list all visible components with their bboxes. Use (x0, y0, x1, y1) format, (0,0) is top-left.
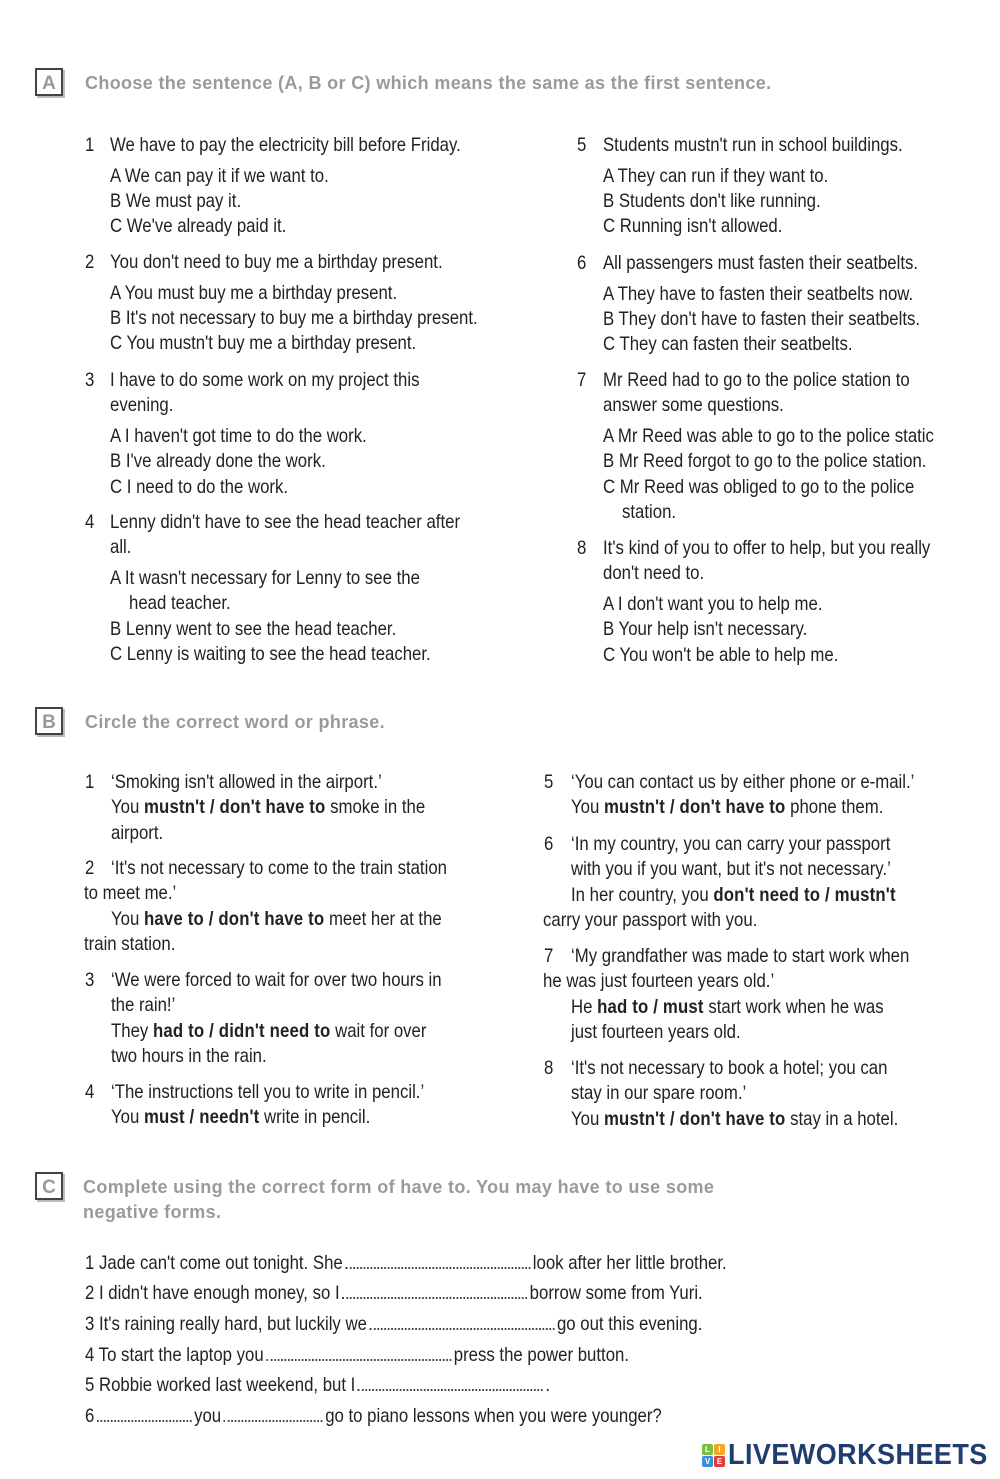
question-text: all. (110, 536, 132, 559)
answer-blank-input[interactable] (345, 1253, 530, 1269)
answer-choices[interactable]: don't need to / mustn't (713, 883, 896, 906)
text-segment: 1 Jade can't come out tonight. She (85, 1252, 343, 1274)
text-segment: In her country, you (571, 883, 714, 906)
text-segment: ‘Smoking isn't allowed in the airport.’ (111, 771, 382, 793)
text-segment: go to piano lessons when you were younger? (325, 1405, 662, 1427)
text-segment: stay in our spare room.’ (571, 1082, 747, 1105)
question-text (571, 832, 890, 856)
section-instruction: negative forms. (83, 1202, 222, 1222)
text-segment: 2 I didn't have enough money, so I (85, 1282, 340, 1304)
text-segment: start work when he was (703, 995, 884, 1018)
logo-tile: I (714, 1444, 725, 1455)
answer-option[interactable]: B Your help isn't necessary. (603, 618, 808, 641)
question-text (111, 1019, 426, 1043)
answer-option[interactable]: B They don't have to fasten their seatbelts. (603, 308, 921, 331)
answer-option[interactable]: A I haven't got time to do the work. (110, 425, 367, 448)
question-text: answer some questions. (603, 394, 784, 417)
section-instruction: Circle the correct word or phrase. (85, 712, 385, 732)
question-text (571, 1107, 898, 1131)
question-text: Mr Reed had to go to the police station to (603, 369, 910, 391)
answer-option[interactable]: C I need to do the work. (110, 475, 289, 498)
answer-option[interactable]: B Mr Reed forgot to go to the police station. (603, 450, 927, 473)
text-segment: the rain!’ (111, 994, 176, 1017)
text-segment: phone them. (785, 796, 884, 819)
answer-option[interactable]: head teacher. (129, 592, 231, 615)
text-segment: ‘It's not necessary to book a hotel; you can (571, 1057, 888, 1079)
question-text (111, 770, 382, 794)
completion-item (85, 1251, 727, 1275)
question-number: 3 (85, 969, 95, 991)
answer-option[interactable]: A I don't want you to help me. (603, 593, 823, 616)
answer-blank-input[interactable] (342, 1283, 527, 1299)
completion-item (85, 1312, 702, 1336)
answer-option[interactable]: B Students don't like running. (603, 190, 821, 213)
text-segment: train station. (84, 932, 176, 955)
answer-option[interactable]: A Mr Reed was able to go to the police static (603, 425, 934, 448)
question-text: Lenny didn't have to see the head teacher after (110, 511, 461, 533)
question-text (571, 1081, 746, 1105)
text-segment: You (571, 1107, 604, 1130)
answer-blank-input[interactable] (97, 1406, 192, 1422)
answer-option[interactable]: A They can run if they want to. (603, 164, 829, 187)
section-instruction: Complete using the correct form of have to. You may have to use some (83, 1177, 715, 1197)
question-text: It's kind of you to offer to help, but you really (603, 537, 931, 559)
text-segment: meet her at the (324, 907, 442, 930)
question-text: don't need to. (603, 562, 705, 585)
logo-tile: L (702, 1444, 713, 1455)
text-segment: go out this evening. (556, 1313, 703, 1335)
question-text (571, 795, 883, 819)
question-text: All passengers must fasten their seatbelts. (603, 252, 919, 274)
question-text (111, 968, 442, 992)
answer-choices[interactable]: have to / don't have to (143, 907, 325, 930)
question-number: 4 (85, 1081, 95, 1103)
answer-option[interactable]: C Mr Reed was obliged to go to the police (603, 475, 915, 498)
question-text (543, 969, 774, 993)
question-text (111, 821, 163, 845)
logo-text: LIVEWORKSHEETS (728, 1438, 988, 1471)
question-text (111, 1044, 267, 1068)
answer-option[interactable]: A It wasn't necessary for Lenny to see the (110, 567, 420, 590)
logo-tiles-icon (702, 1444, 725, 1467)
question-text (111, 795, 425, 819)
answer-blank-input[interactable] (369, 1314, 554, 1330)
question-text (111, 993, 175, 1017)
text-segment: You (111, 907, 144, 930)
question-text (571, 857, 891, 881)
question-text: Students mustn't run in school buildings. (603, 134, 903, 156)
answer-option[interactable]: B It's not necessary to buy me a birthday present. (110, 307, 478, 330)
question-number: 5 (577, 134, 587, 156)
text-segment: two hours in the rain. (111, 1044, 267, 1067)
question-number: 3 (85, 369, 95, 391)
answer-blank-input[interactable] (224, 1406, 323, 1422)
question-text (111, 856, 447, 880)
question-text (571, 883, 896, 907)
text-segment: You (111, 796, 144, 819)
text-segment: ‘We were forced to wait for over two hours in (111, 969, 442, 991)
text-segment: ‘The instructions tell you to write in pencil.’ (111, 1081, 425, 1103)
answer-option[interactable]: A You must buy me a birthday present. (110, 281, 398, 304)
text-segment: 5 Robbie worked last weekend, but I (85, 1374, 356, 1396)
text-segment: you (194, 1405, 222, 1427)
answer-option[interactable]: B Lenny went to see the head teacher. (110, 617, 397, 640)
logo-tile: E (714, 1456, 725, 1467)
text-segment: stay in a hotel. (785, 1107, 899, 1130)
question-text (571, 770, 914, 794)
text-segment: 3 It's raining really hard, but luckily we (85, 1313, 367, 1335)
text-segment: airport. (111, 821, 164, 844)
text-segment: 4 To start the laptop you (85, 1344, 264, 1366)
question-number: 2 (85, 857, 95, 879)
answer-option[interactable]: C We've already paid it. (110, 215, 287, 238)
answer-option[interactable]: B I've already done the work. (110, 450, 326, 473)
question-number: 1 (85, 771, 95, 793)
text-segment: with you if you want, but it's not necessary.’ (571, 858, 891, 881)
question-text (571, 944, 909, 968)
text-segment: ‘It's not necessary to come to the train station (111, 857, 447, 879)
completion-item (85, 1373, 550, 1397)
question-text (111, 1105, 370, 1129)
question-text (111, 1080, 424, 1104)
answer-option[interactable]: C You mustn't buy me a birthday present. (110, 332, 417, 355)
text-segment: write in pencil. (259, 1106, 371, 1129)
text-segment: borrow some from Yuri. (529, 1282, 703, 1304)
question-number: 7 (544, 945, 554, 967)
text-segment: 6 (85, 1405, 95, 1427)
text-segment: look after her little brother. (532, 1252, 727, 1274)
question-number: 1 (85, 134, 95, 156)
text-segment: You (571, 796, 604, 819)
answer-choices[interactable]: had to / didn't need to (152, 1019, 331, 1042)
answer-option[interactable]: B We must pay it. (110, 190, 242, 213)
text-segment: smoke in the (325, 796, 426, 819)
section-c-label: C (35, 1172, 63, 1200)
question-text: We have to pay the electricity bill before Friday. (110, 134, 461, 156)
completion-item (85, 1281, 703, 1305)
answer-choices[interactable]: had to / must (597, 995, 704, 1018)
answer-choices[interactable]: mustn't / don't have to (603, 1107, 786, 1130)
section-instruction: Choose the sentence (A, B or C) which means the same as the first sentence. (85, 73, 772, 93)
answer-option[interactable]: A They have to fasten their seatbelts now. (603, 282, 914, 305)
question-text: I have to do some work on my project this (110, 369, 420, 391)
question-text (543, 908, 757, 932)
text-segment: press the power button. (453, 1344, 630, 1366)
text-segment: just fourteen years old. (571, 1020, 741, 1043)
text-segment: ‘You can contact us by either phone or e-mail.’ (571, 771, 915, 793)
logo-tile: V (702, 1456, 713, 1467)
question-text (571, 995, 884, 1019)
liveworksheets-logo (702, 1438, 1000, 1471)
question-text (84, 881, 176, 905)
text-segment: You (111, 1106, 144, 1129)
answer-option[interactable]: station. (622, 501, 677, 523)
question-text: You don't need to buy me a birthday present. (110, 251, 443, 273)
question-text (571, 1056, 887, 1080)
answer-option[interactable]: C You won't be able to help me. (603, 643, 839, 666)
text-segment: wait for over (330, 1019, 427, 1042)
text-segment: He (571, 995, 598, 1018)
question-text: evening. (110, 394, 174, 417)
text-segment: ‘My grandfather was made to start work when (571, 945, 910, 967)
answer-option[interactable]: C They can fasten their seatbelts. (603, 333, 853, 356)
completion-item (85, 1404, 662, 1428)
question-number: 5 (544, 771, 554, 793)
text-segment: ‘In my country, you can carry your passport (571, 833, 891, 855)
question-number: 8 (544, 1057, 554, 1079)
question-text (111, 907, 442, 931)
answer-blank-input[interactable] (358, 1375, 543, 1391)
question-text (84, 932, 175, 956)
answer-option[interactable]: C Lenny is waiting to see the head teacher. (110, 643, 431, 665)
answer-blank-input[interactable] (266, 1345, 451, 1361)
text-segment: carry your passport with you. (543, 908, 758, 931)
answer-choices[interactable]: mustn't / don't have to (603, 796, 786, 819)
question-text (571, 1020, 741, 1044)
answer-choices[interactable]: must / needn't (143, 1106, 260, 1129)
completion-item (85, 1343, 629, 1367)
section-a-label: A (35, 68, 63, 96)
question-number: 6 (544, 833, 554, 855)
question-number: 4 (85, 511, 95, 533)
text-segment: he was just fourteen years old.’ (543, 970, 775, 993)
text-segment: They (111, 1019, 153, 1042)
question-number: 7 (577, 369, 587, 391)
question-number: 2 (85, 251, 95, 273)
answer-choices[interactable]: mustn't / don't have to (143, 796, 326, 819)
section-b-label: B (35, 707, 63, 735)
answer-option[interactable]: C Running isn't allowed. (603, 215, 783, 238)
question-number: 8 (577, 537, 587, 559)
text-segment: to meet me.’ (84, 882, 177, 905)
question-number: 6 (577, 252, 587, 274)
text-segment: . (545, 1374, 551, 1396)
answer-option[interactable]: A We can pay it if we want to. (110, 164, 329, 187)
